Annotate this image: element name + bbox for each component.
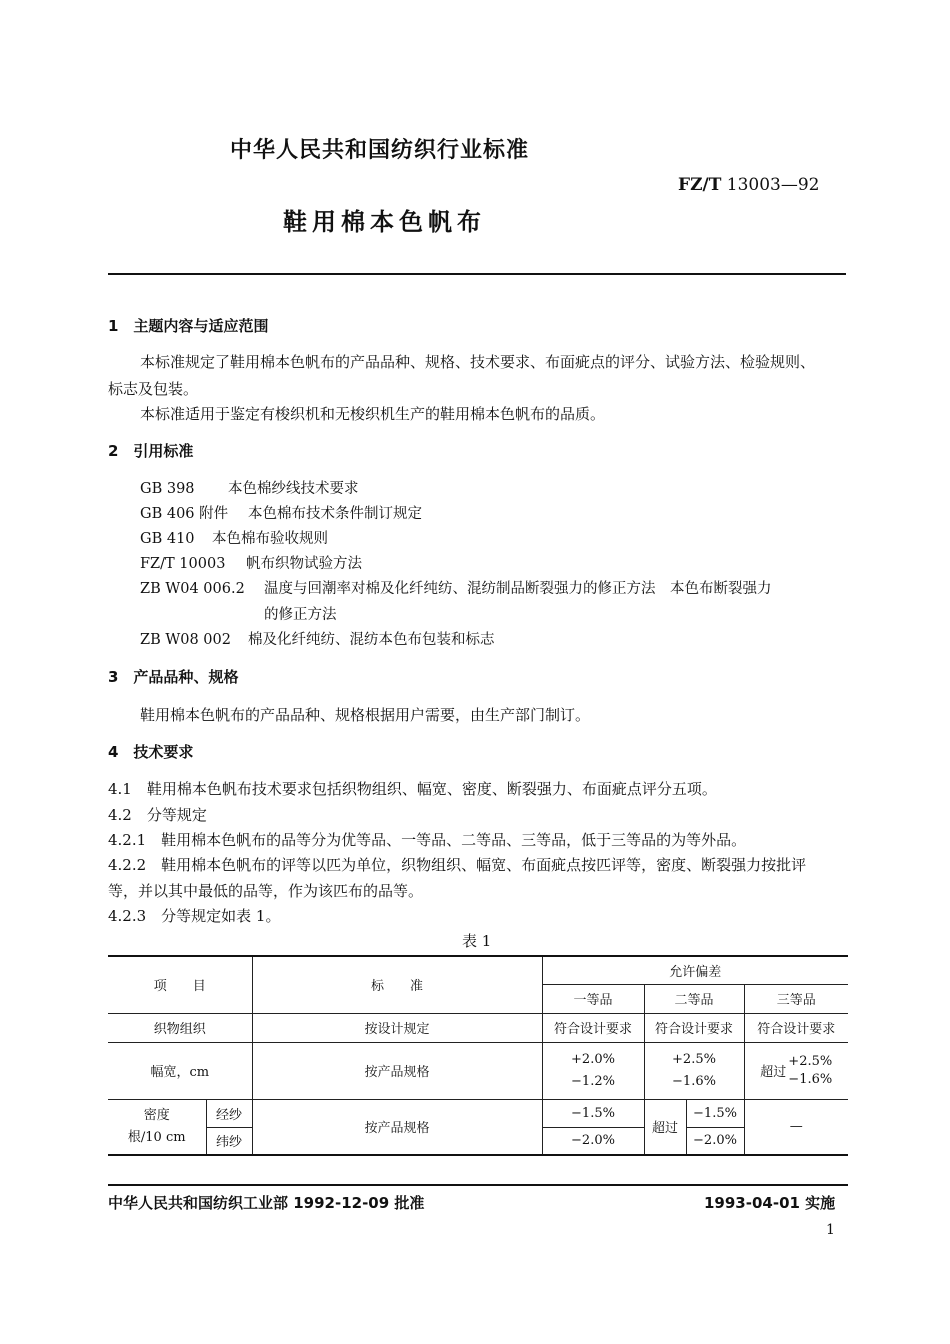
reference-number: GB 410 <box>140 531 195 547</box>
density-grade-2-weft: −2.0% <box>686 1127 744 1155</box>
width-standard: 按产品规格 <box>252 1042 542 1099</box>
reference-item <box>140 628 495 649</box>
weave-item: 织物组织 <box>108 1013 252 1042</box>
header-tolerance: 允许偏差 <box>542 956 848 984</box>
width-grade-1 <box>542 1042 644 1099</box>
density-label: 密度 <box>143 1107 170 1123</box>
reference-item <box>140 577 772 598</box>
density-grade-1-warp: −1.5% <box>542 1099 644 1127</box>
clause-4-1: 4.1 鞋用棉本色帆布技术要求包括织物组织、幅宽、密度、断裂强力、布面疵点评分五项。 <box>108 780 717 798</box>
section-1-para-2: 本标准适用于鉴定有梭织机和无梭织机生产的鞋用棉本色帆布的品质。 <box>140 405 606 423</box>
reference-number: GB 406 附件 <box>140 506 229 522</box>
reference-title: 本色棉纱线技术要求 <box>228 481 359 497</box>
issuing-organization: 中华人民共和国纺织行业标准 <box>230 138 530 163</box>
width-grade-3-minus: −1.6% <box>788 1071 833 1087</box>
width-grade-2 <box>644 1042 744 1099</box>
section-1-heading: 1 主题内容与适应范围 <box>108 317 269 335</box>
density-weft-label: 纬纱 <box>206 1127 252 1155</box>
width-grade-2-minus: −1.6% <box>672 1073 716 1089</box>
section-1-para-1-line-2: 标志及包装。 <box>108 380 199 398</box>
header-item: 项 目 <box>108 956 252 1013</box>
reference-number: FZ/T 10003 <box>140 556 226 572</box>
weave-grade-1: 符合设计要求 <box>542 1013 644 1042</box>
reference-title: 温度与回潮率对棉及化纤纯纺、混纺制品断裂强力的修正方法 本色布断裂强力 <box>264 581 772 597</box>
reference-number: GB 398 <box>140 481 195 497</box>
section-3-para: 鞋用棉本色帆布的产品品种、规格根据用户需要，由生产部门制订。 <box>140 706 591 724</box>
width-grade-3-plus: +2.5% <box>788 1053 833 1069</box>
clause-4-2: 4.2 分等规定 <box>108 806 207 824</box>
grading-table <box>108 955 848 1156</box>
header-grade-3: 三等品 <box>744 984 848 1013</box>
page-number: 1 <box>826 1222 835 1238</box>
header-grade-1: 一等品 <box>542 984 644 1013</box>
reference-title: 帆布织物试验方法 <box>246 556 362 572</box>
width-item: 幅宽，cm <box>108 1042 252 1099</box>
header-standard: 标 准 <box>252 956 542 1013</box>
approval-line: 中华人民共和国纺织工业部 1992-12-09 批准 <box>108 1194 425 1212</box>
weave-grade-3: 符合设计要求 <box>744 1013 848 1042</box>
reference-title: 本色棉布验收规则 <box>212 531 328 547</box>
width-grade-1-plus: +2.0% <box>571 1051 615 1067</box>
density-grade-3: — <box>744 1099 848 1155</box>
reference-item <box>140 552 362 573</box>
clause-4-2-2-line-1: 4.2.2 鞋用棉本色帆布的评等以匹为单位，织物组织、幅宽、布面疵点按匹评等，密度、断裂强力按批评 <box>108 856 807 874</box>
reference-item-continued: 的修正方法 <box>264 607 337 623</box>
standard-code <box>678 175 819 195</box>
code-prefix: FZ/T <box>678 175 722 195</box>
density-grade-2-over: 超过 <box>644 1099 686 1155</box>
reference-number: ZB W04 006.2 <box>140 581 245 597</box>
clause-4-2-3: 4.2.3 分等规定如表 1。 <box>108 907 281 925</box>
section-3-heading: 3 产品品种、规格 <box>108 668 239 686</box>
section-2-heading: 2 引用标准 <box>108 442 194 460</box>
width-grade-1-minus: −1.2% <box>571 1073 615 1089</box>
density-grade-2-warp: −1.5% <box>686 1099 744 1127</box>
reference-title: 棉及化纤纯纺、混纺本色布包装和标志 <box>248 632 495 648</box>
bottom-divider <box>108 1184 848 1186</box>
weave-grade-2: 符合设计要求 <box>644 1013 744 1042</box>
top-divider <box>108 273 846 275</box>
clause-4-2-2-line-2: 等，并以其中最低的品等，作为该匹布的品等。 <box>108 882 424 900</box>
weave-standard: 按设计规定 <box>252 1013 542 1042</box>
density-standard: 按产品规格 <box>252 1099 542 1155</box>
density-unit: 根/10 cm <box>127 1129 186 1145</box>
header-grade-2: 二等品 <box>644 984 744 1013</box>
document-title: 鞋用棉本色帆布 <box>283 208 486 236</box>
section-1-para-1-line-1: 本标准规定了鞋用棉本色帆布的产品品种、规格、技术要求、布面疵点的评分、试验方法、检验规则、 <box>140 353 816 371</box>
reference-number: ZB W08 002 <box>140 632 231 648</box>
section-4-heading: 4 技术要求 <box>108 743 194 761</box>
width-grade-2-plus: +2.5% <box>672 1051 716 1067</box>
density-warp-label: 经纱 <box>206 1099 252 1127</box>
reference-item <box>140 502 422 523</box>
reference-item <box>140 477 359 498</box>
density-item <box>108 1099 206 1155</box>
reference-title: 本色棉布技术条件制订规定 <box>248 506 422 522</box>
width-grade-3 <box>744 1042 848 1099</box>
effective-date: 1993-04-01 实施 <box>704 1194 836 1212</box>
width-grade-3-over: 超过 <box>760 1065 787 1080</box>
code-number: 13003—92 <box>726 175 820 195</box>
table-caption: 表 1 <box>462 932 492 950</box>
reference-item <box>140 527 328 548</box>
density-grade-1-weft: −2.0% <box>542 1127 644 1155</box>
clause-4-2-1: 4.2.1 鞋用棉本色帆布的品等分为优等品、一等品、二等品、三等品，低于三等品的为等外品。 <box>108 831 747 849</box>
